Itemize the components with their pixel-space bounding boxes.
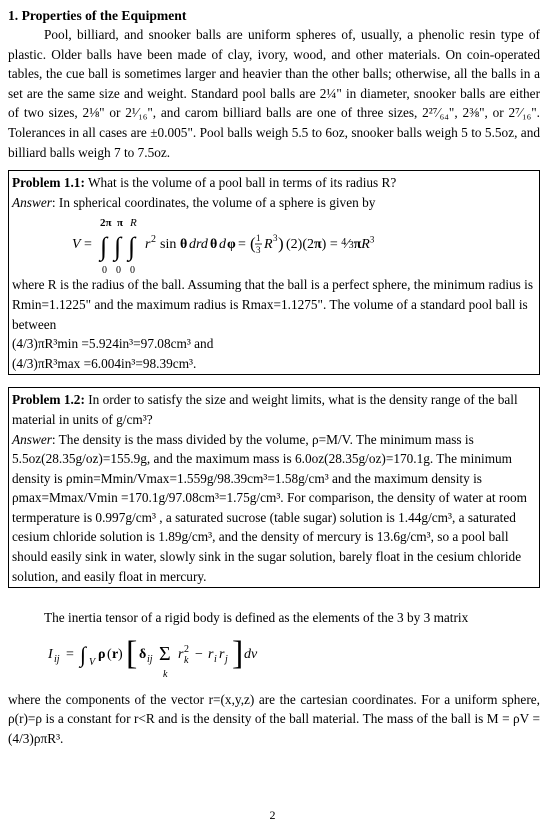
intro-line-2: 2¼" in diameter, snooker balls are either of two sizes, 2⅛" or 2¹⁄₁₆", and carom [8, 85, 540, 121]
svg-text:∫: ∫ [100, 232, 108, 262]
inertia-equation-graphic [8, 632, 368, 688]
volume-equation [12, 213, 537, 275]
svg-text:): ) [118, 646, 123, 662]
svg-text:k: k [184, 654, 189, 666]
inertia-intro: The inertia tensor of a rigid body is defined as the elements of the 3 by 3 matrix [44, 610, 469, 626]
problem-1-2-text: In order to satisfy the size and weight limits, what is the density range of the ball material in units of g/cm³? [12, 392, 518, 427]
svg-text:0: 0 [102, 265, 107, 276]
svg-text:θ: θ [210, 237, 218, 253]
svg-text:Σ: Σ [159, 642, 171, 665]
svg-text:I: I [48, 646, 53, 662]
answer-label: Answer [12, 194, 52, 210]
svg-text:[: [ [126, 634, 138, 672]
svg-text:=: = [84, 237, 92, 253]
svg-text:i: i [214, 653, 217, 665]
answer-label: Answer [12, 431, 52, 447]
intro-line-1: Pool, billiard, and snooker balls are uniform spheres of, usually, a phenolic resin type of plastic. Older balls have been made of clay, ivory, wood, and other materials. On coin-operated tables, the cue ball is sometimes larger and heavier than the other balls; otherwise, all the balls in a set are the same size and weight. Standard pool balls are [8, 27, 540, 101]
svg-text:2: 2 [151, 234, 156, 246]
svg-text:2π: 2π [100, 217, 112, 230]
svg-text:∫: ∫ [128, 232, 136, 262]
intro-line-3: billiard balls are one of three sizes, 2²⁷⁄₆₄", 2⅜", or 2⁷⁄₁₆". Tolerances in all cases are [8, 105, 541, 140]
svg-text:φ: φ [227, 237, 236, 253]
svg-text:R: R [130, 217, 137, 230]
svg-text:0: 0 [116, 265, 121, 276]
problem-1-1-vmax: (4/3)πR³max =6.004in³=98.39cm³. [12, 355, 197, 371]
svg-text:d: d [219, 237, 226, 253]
svg-text:r: r [178, 646, 184, 662]
problem-1-2-answer-text: : The density is the mass divided by the volume, ρ=M/V. The minimum mass is 5.5oz(28.35g/oz)=155.9g, and the maximum mass is 6.0oz(28.35g/oz)=170.1g. The minimum density is ρmin=Mmin/Vmax=1.559g/98.39cm³=1.58g/cm³ and the maximum density is ρmax=Mmax/Vmin =170.1g/97.08cm³=1.75g/cm³. For comparison, the density of water at room termperature is 0.997g/cm³ , a saturated sucrose (table sugar) solution is 1.44g/cm³, a saturated cesium chloride solution is 1.89g/cm³, and the density of mercury is 13.6g/cm³, so a pool ball should easily sink in water, slowly sink in the sugar solution, barely float in the cesium chloride solution, and easily float in mercury. [12, 431, 527, 584]
answer-intro-text: : In spherical coordinates, the volume of a sphere is given by [51, 194, 376, 210]
svg-text:−: − [195, 646, 203, 662]
svg-text:r: r [112, 646, 119, 662]
svg-text:θ: θ [180, 237, 188, 253]
problem-1-1-vmin: (4/3)πR³min =5.924in³=97.08cm³ and [12, 336, 214, 352]
problem-1-1-box [8, 170, 540, 375]
problem-1-2-question [12, 390, 537, 429]
svg-text:drd: drd [189, 237, 208, 253]
svg-text:]: ] [232, 634, 244, 672]
inertia-section [8, 608, 540, 748]
problem-1-2-answer [12, 430, 537, 587]
problem-1-2-box [8, 387, 540, 588]
svg-text:V: V [72, 237, 81, 253]
svg-text:j: j [225, 653, 228, 665]
svg-text:=: = [238, 237, 246, 253]
section-heading: 1. Properties of the Equipment [8, 8, 187, 23]
svg-text:δ: δ [139, 646, 147, 662]
inertia-text: where the components of the vector r=(x,y,z) are the cartesian coordinates. For a uniform sphere, ρ(r)=ρ is a constant for r<R and is the density of the ball material. The mass of the ball is M = ρV = (4/3)ρπR³. [8, 691, 540, 747]
problem-1-1-question [12, 173, 537, 193]
svg-text:ij: ij [54, 653, 60, 665]
svg-text:sin: sin [160, 237, 177, 253]
svg-text:): ) [278, 234, 284, 254]
svg-text:π: π [117, 217, 124, 230]
svg-text:0: 0 [130, 265, 135, 276]
volume-equation-graphic [12, 213, 312, 275]
svg-text:r: r [208, 646, 214, 662]
svg-text:R: R [264, 237, 273, 253]
inertia-equation [8, 632, 540, 688]
svg-text:ρ: ρ [98, 646, 106, 662]
page-number: 2 [269, 808, 276, 822]
problem-1-1-text-1: where R is the radius of the ball. Assuming that the ball is a perfect sphere, the minimum radius is Rmin=1.1225" and the maximum radius is Rmax=1.1275". The volume of a standard pool ball is between [12, 277, 534, 332]
intro-paragraph [8, 25, 540, 162]
intro-line-4: ±0.005". Pool balls weigh 5.5 to 6oz, snooker balls weigh 5 to 5.5oz, and billiard balls weigh 7 to 7.5oz. [8, 124, 541, 160]
problem-1-1-answer-intro [12, 193, 537, 213]
svg-text:ij: ij [147, 653, 153, 665]
svg-text:3: 3 [273, 233, 278, 244]
svg-text:dv: dv [244, 646, 258, 662]
svg-text:V: V [89, 656, 96, 668]
svg-text:∫: ∫ [114, 232, 122, 262]
document-page [8, 7, 540, 749]
problem-1-1-label: Problem 1.1: [12, 175, 85, 191]
problem-1-2-label: Problem 1.2: [12, 392, 85, 408]
svg-text:(: ( [107, 646, 112, 662]
svg-text:r: r [145, 237, 151, 253]
svg-text:1: 1 [256, 233, 261, 244]
svg-text:(: ( [250, 234, 256, 254]
volume-equation-tail: $(2)(2\pi) = ^4⁄3\pi R^3$ [286, 234, 375, 253]
svg-text:2: 2 [184, 643, 189, 655]
svg-text:k: k [163, 668, 168, 680]
svg-text:r: r [219, 646, 225, 662]
problem-1-1-text: What is the volume of a pool ball in terms of its radius R? [84, 175, 397, 191]
svg-text:∫: ∫ [80, 641, 87, 667]
svg-text:3: 3 [256, 245, 261, 256]
svg-text:=: = [66, 646, 74, 662]
